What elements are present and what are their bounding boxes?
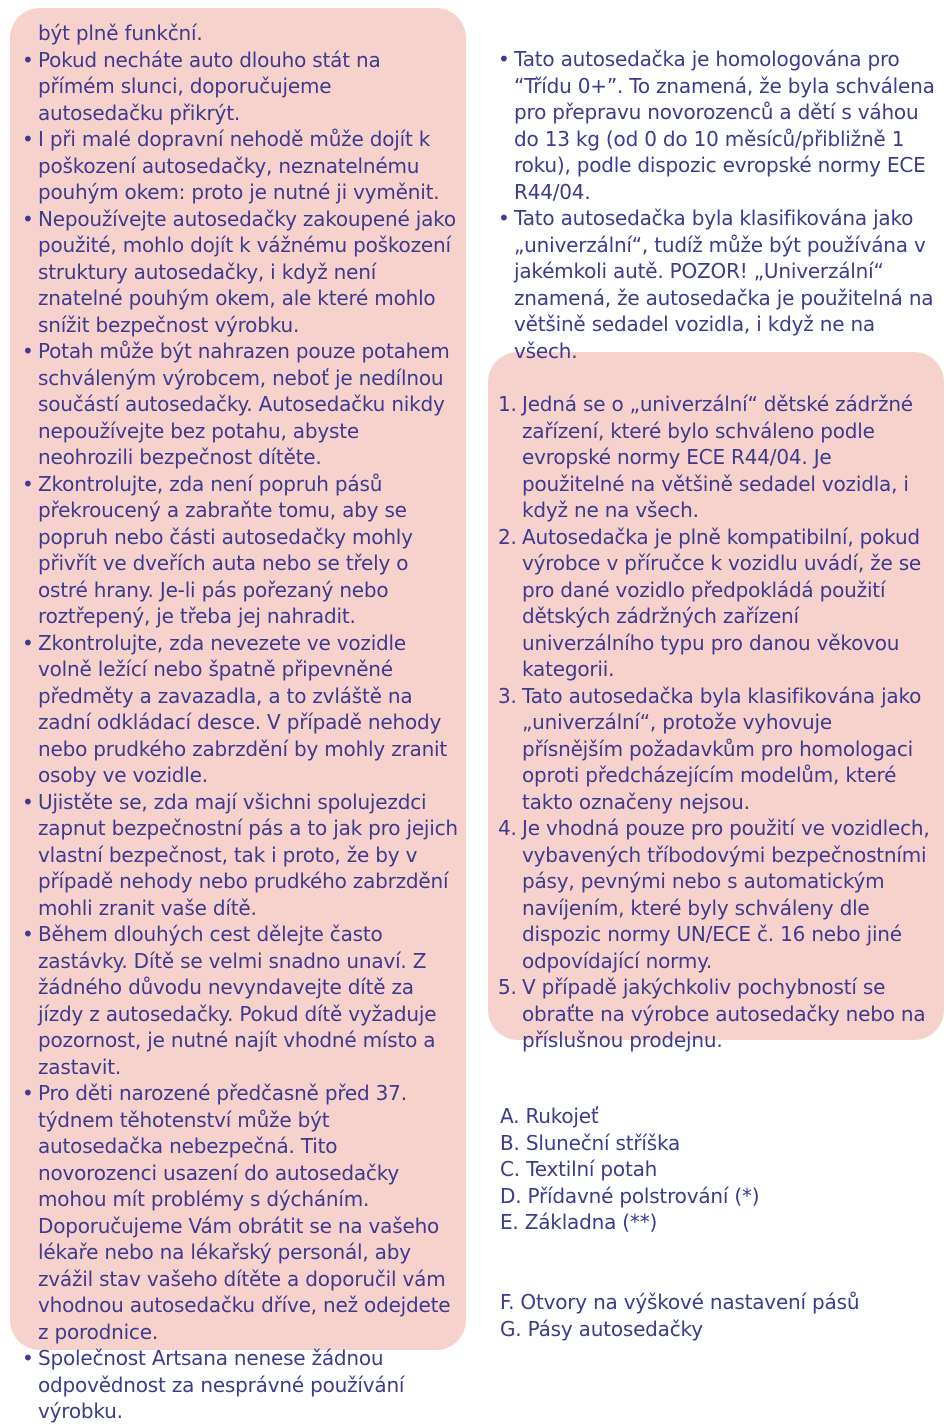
list-item: • Potah může být nahrazen pouze potahem schváleným výrobcem, neboť je nedílnou součástí autosedačky. Autosedačku nikdy nepoužívejte bez potahu, abyste neohrozili bezpečnost dítěte. [20, 338, 460, 471]
item-number: 1. [498, 392, 517, 416]
item-text: Jedná se o „univerzální“ dětské zádržné zařízení, které bylo schváleno podle evropské normy ECE R44/04. Je použitelné na většině sedadel vozidla, i když ne na všech. [522, 392, 913, 522]
list-item: • Tato autosedačka je homologována pro “Třídu 0+”. To znamená, že byla schválena pro přepravu novorozenců a dětí s váhou do 13 kg (od 0 do 10 měsíců/přibližně 1 roku), podle dispozic evropské normy ECE R44/04. [496, 46, 936, 205]
numbered-item [496, 524, 936, 683]
list-item: • Pokud necháte auto dlouho stát na přímém slunci, doporučujeme autosedačku přikrýt. [20, 47, 460, 127]
parts-list-secondary [500, 1289, 940, 1342]
left-column [20, 20, 460, 1425]
right-bullet-list [496, 46, 936, 364]
part-label: D. Přídavné polstrování (*) [500, 1183, 760, 1208]
list-item: • Během dlouhých cest dělejte často zastávky. Dítě se velmi snadno unaví. Z žádného důvodu nevyndavejte dítě za jízdy z autosedačky. Pokud dítě vyžaduje pozornost, je nutné najít vhodné místo a zastavit. [20, 921, 460, 1080]
list-item: • Nepoužívejte autosedačky zakoupené jako použité, mohlo dojít k vážnému poškození struktury autosedačky, i když není znatelné pouhým okem, ale které mohlo snížit bezpečnost výrobku. [20, 206, 460, 339]
item-text: Autosedačka je plně kompatibilní, pokud výrobce v příručce k vozidlu uvádí, že se pro dané vozidlo předpokládá použití dětských zádržných zařízení univerzálního typu pro danou věkovou kategorii. [522, 524, 922, 681]
numbered-list [496, 391, 936, 1054]
right-top-column [496, 46, 936, 364]
part-label: F. Otvory na výškové nastavení pásů [500, 1290, 860, 1314]
numbered-item [496, 391, 936, 524]
list-item: • Zkontrolujte, zda není popruh pásů překroucený a zabraňte tomu, aby se popruh nebo části autosedačky mohly přivřít ve dveřích auta nebo se třely o ostré hrany. Je-li pás pořezaný nebo roztřepený, je třeba jej nahradit. [20, 471, 460, 630]
part-label: E. Základna (**) [500, 1210, 658, 1234]
numbered-item [496, 683, 936, 816]
list-item: • Společnost Artsana nenese žádnou odpovědnost za nesprávné používání výrobku. [20, 1345, 460, 1425]
list-item: • Pro děti narozené předčasně před 37. týdnem těhotenství může být autosedačka nebezpečná. Tito novorozenci usazení do autosedačky mohou mít problémy s dýcháním. Doporučujeme Vám obrátit se na vašeho lékaře nebo na lékařský personál, aby zvážil stav vašeho dítěte a doporučil vám vhodnou autosedačku dříve, než odejdete z porodnice. [20, 1080, 460, 1345]
list-item: • Tato autosedačka byla klasifikována jako „univerzální“, tudíž může být používána v jakémkoli autě. POZOR! „Univerzální“ znamená, že autosedačka je použitelná na většině sedadel vozidla, i když ne na všech. [496, 205, 936, 364]
item-text: Je vhodná pouze pro použití ve vozidlech, vybavených tříbodovými bezpečnostními pásy, pevnými nebo s automatickým navíjením, které byly schváleny dle dispozic normy UN/ECE č. 16 nebo jiné odpovídající normy. [522, 816, 930, 973]
list-item: • Ujistěte se, zda mají všichni spolujezdci zapnut bezpečnostní pás a to jak pro jejich vlastní bezpečnost, tak i proto, že by v případě nehody nebo prudkého zabrzdění mohli zranit vaše dítě. [20, 789, 460, 922]
numbered-column [496, 391, 936, 1054]
part-label: A. Rukojeť [500, 1104, 599, 1128]
part-label: G. Pásy autosedačky [500, 1316, 703, 1341]
continuation-text: být plně funkční. [38, 21, 203, 45]
item-number: 4. [498, 816, 517, 840]
list-item: • I při malé dopravní nehodě může dojít k poškození autosedačky, neznatelnému pouhým okem: proto je nutné ji vyměnit. [20, 126, 460, 206]
item-text: Tato autosedačka byla klasifikována jako „univerzální“, protože vyhovuje přísnějším požadavkům pro homologaci oproti předcházejícím modelům, které takto označeny nejsou. [522, 683, 922, 814]
numbered-item [496, 974, 936, 1054]
part-label: C. Textilní potah [500, 1157, 658, 1181]
item-text: V případě jakýchkoliv pochybností se obraťte na výrobce autosedačky nebo na příslušnou prodejnu. [522, 975, 926, 1052]
part-label: B. Sluneční stříška [500, 1130, 681, 1155]
list-item: • Zkontrolujte, zda nevezete ve vozidle volně ležící nebo špatně připevněné předměty a zavazadla, a to zvláště na zadní odkládací desce. V případě nehody nebo prudkého zabrzdění by mohly zranit osoby ve vozidle. [20, 630, 460, 789]
item-number: 5. [498, 975, 517, 999]
numbered-item [496, 815, 936, 974]
item-number: 3. [498, 683, 517, 708]
item-number: 2. [498, 524, 517, 549]
parts-list [500, 1103, 940, 1236]
left-bullet-list [20, 47, 460, 1425]
